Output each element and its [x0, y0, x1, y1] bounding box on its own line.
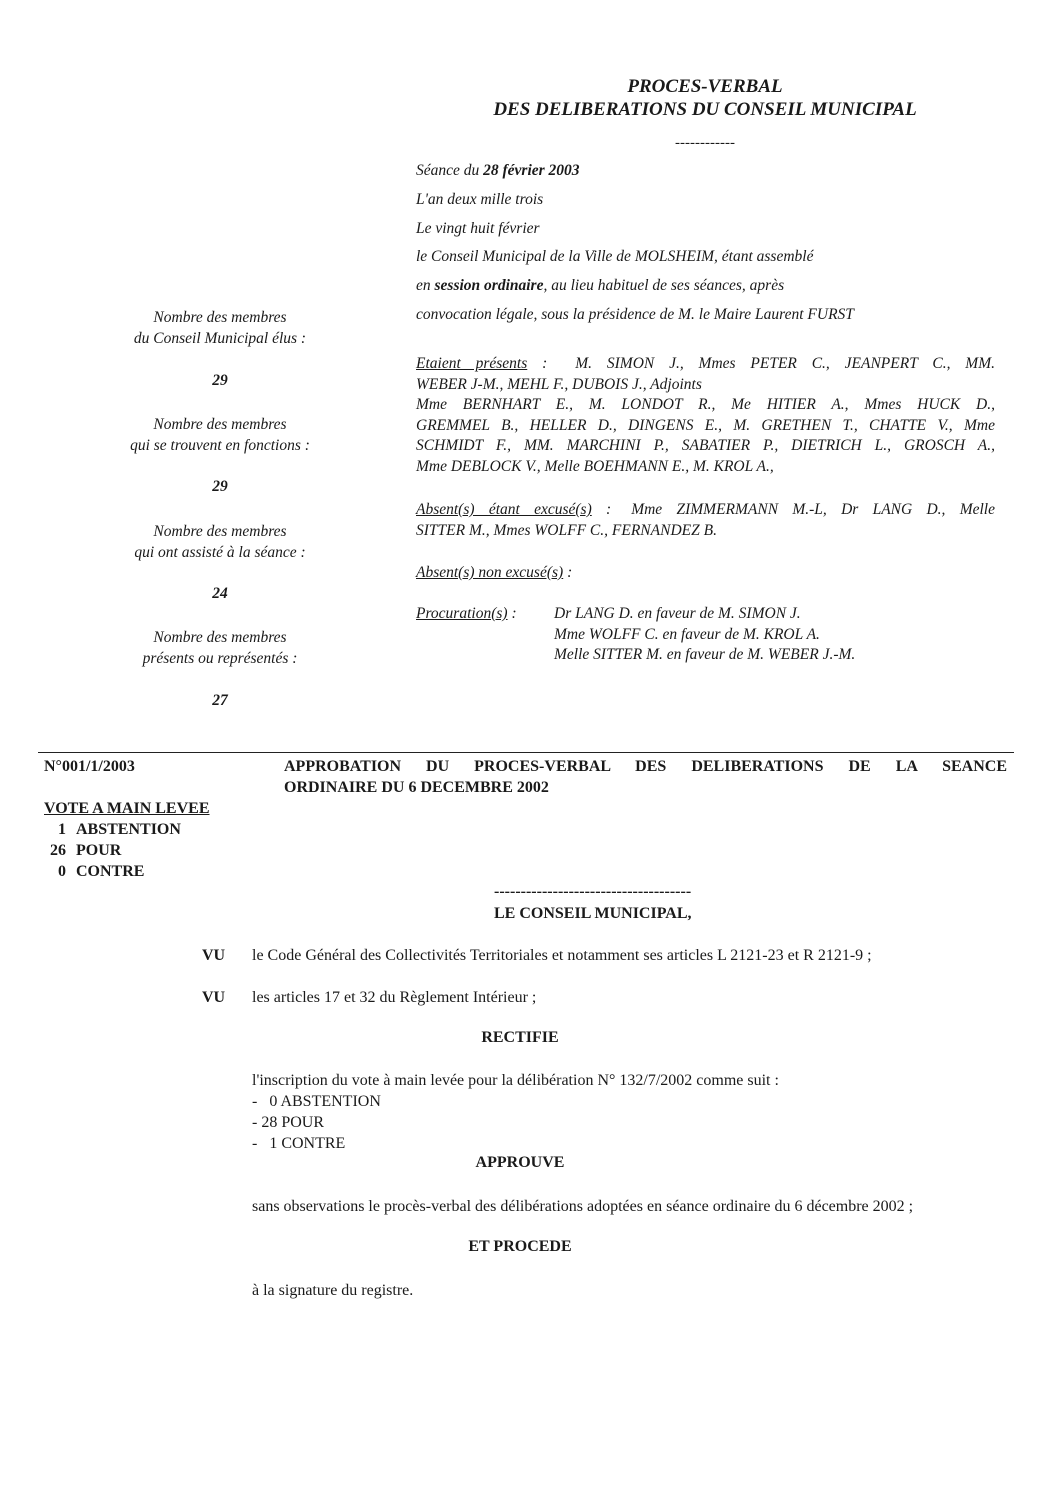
rectifie-item: - 0 ABSTENTION — [252, 1093, 381, 1110]
proxies-label: Procuration(s) — [416, 605, 508, 622]
vote-title: VOTE A MAIN LEVEE — [44, 800, 210, 817]
count-label-in-office: Nombre des membres qui se trouvent en fonctions : — [130, 416, 310, 454]
title-line-1: PROCES-VERBAL — [627, 76, 783, 97]
deliberation-subject: APPROBATION DU PROCES-VERBAL DES DELIBERATIONS DE LA SEANCE ORDINAIRE DU 6 DECEMBRE 2002 — [284, 758, 1007, 796]
count-value-in-office: 29 — [212, 478, 228, 495]
unexcused-members: Absent(s) non excusé(s) : — [416, 564, 573, 581]
session-type-line: en session ordinaire, au lieu habituel de ses séances, après — [416, 277, 785, 295]
document-title — [420, 75, 990, 121]
proxies-list — [554, 604, 994, 666]
vu-label: VU — [202, 947, 226, 964]
vote-row: 1 ABSTENTION — [58, 821, 181, 838]
proxy-item: Mme WOLFF C. en faveur de M. KROL A. — [554, 625, 820, 643]
proxy-item: Melle SITTER M. en faveur de M. WEBER J.-M. — [554, 646, 856, 664]
present-members: Etaient présents : M. SIMON J., Mmes PETER C., JEANPERT C., MM. WEBER J-M., MEHL F., DUBOIS J., Adjoints Mme BERNHART E., M. LONDOT R., Me HITIER A., Mmes HUCK D., GREMMEL B., HELLER D., DINGENS E., M. GRETHEN T., CHATTE V., Mme SCHMIDT F., MM. MARCHINI P., SABATIER P., DIETRICH L., GROSCH A., Mme DEBLOCK V., Melle BOEHMANN E., M. KROL A., — [416, 355, 995, 475]
rectifie-item: - 28 POUR — [252, 1114, 325, 1131]
session-day-line: Le vingt huit février — [416, 219, 540, 237]
count-value-present-or-represented: 27 — [212, 692, 228, 709]
rectifie-item: - 1 CONTRE — [252, 1135, 346, 1152]
session-date: 28 février 2003 — [483, 162, 580, 179]
council-separator: ------------------------------------- — [494, 883, 692, 900]
excused-label: Absent(s) étant excusé(s) — [416, 501, 592, 518]
council-heading: LE CONSEIL MUNICIPAL, — [494, 905, 692, 922]
count-value-elected: 29 — [212, 372, 228, 389]
rectifie-body — [252, 1070, 1012, 1154]
title-line-2: DES DELIBERATIONS DU CONSEIL MUNICIPAL — [493, 99, 917, 120]
vu-text: le Code Général des Collectivités Territoriales et notamment ses articles L 2121-23 et R 2121-9 ; — [252, 947, 872, 964]
vote-row: 0 CONTRE — [58, 863, 145, 880]
procede-text: à la signature du registre. — [252, 1282, 414, 1299]
proxies-label-line: Procuration(s) : — [416, 605, 517, 622]
session-convocation-line: convocation légale, sous la présidence de M. le Maire Laurent FURST — [416, 305, 854, 323]
vu-label: VU — [202, 989, 226, 1006]
rectifie-intro: l'inscription du vote à main levée pour la délibération N° 132/7/2002 comme suit : — [252, 1072, 779, 1089]
vote-block — [44, 798, 210, 882]
title-separator: ------------ — [675, 135, 735, 151]
count-label-present-or-represented: Nombre des membres présents ou représentés : — [142, 629, 298, 667]
excused-members: Absent(s) étant excusé(s) : Mme ZIMMERMANN M.-L, Dr LANG D., Melle SITTER M., Mmes WOLFF C., FERNANDEZ B. — [416, 501, 995, 539]
vu-text: les articles 17 et 32 du Règlement Intérieur ; — [252, 989, 537, 1006]
approuve-text: sans observations le procès-verbal des délibérations adoptées en séance ordinaire du 6 décembre 2002 ; — [252, 1198, 914, 1215]
unexcused-label: Absent(s) non excusé(s) — [416, 564, 564, 581]
section-divider — [38, 752, 1014, 753]
present-label: Etaient présents — [416, 355, 528, 372]
count-value-attended: 24 — [212, 585, 228, 602]
session-date-line: Séance du 28 février 2003 — [416, 162, 580, 179]
vote-row: 26 POUR — [50, 842, 122, 859]
approuve-heading: APPROUVE — [475, 1154, 565, 1171]
deliberation-number: N°001/1/2003 — [44, 758, 135, 775]
count-label-elected: Nombre des membres du Conseil Municipal élus : — [133, 309, 307, 347]
session-type: session ordinaire — [434, 277, 544, 295]
proxy-item: Dr LANG D. en faveur de M. SIMON J. — [554, 605, 801, 622]
session-block — [416, 157, 1016, 330]
count-label-attended: Nombre des membres qui ont assisté à la séance : — [134, 523, 306, 561]
session-year-line: L'an deux mille trois — [416, 190, 544, 208]
procede-heading: ET PROCEDE — [468, 1238, 572, 1255]
session-assembly-line: le Conseil Municipal de la Ville de MOLSHEIM, étant assemblé — [416, 248, 814, 266]
rectifie-heading: RECTIFIE — [481, 1029, 559, 1046]
